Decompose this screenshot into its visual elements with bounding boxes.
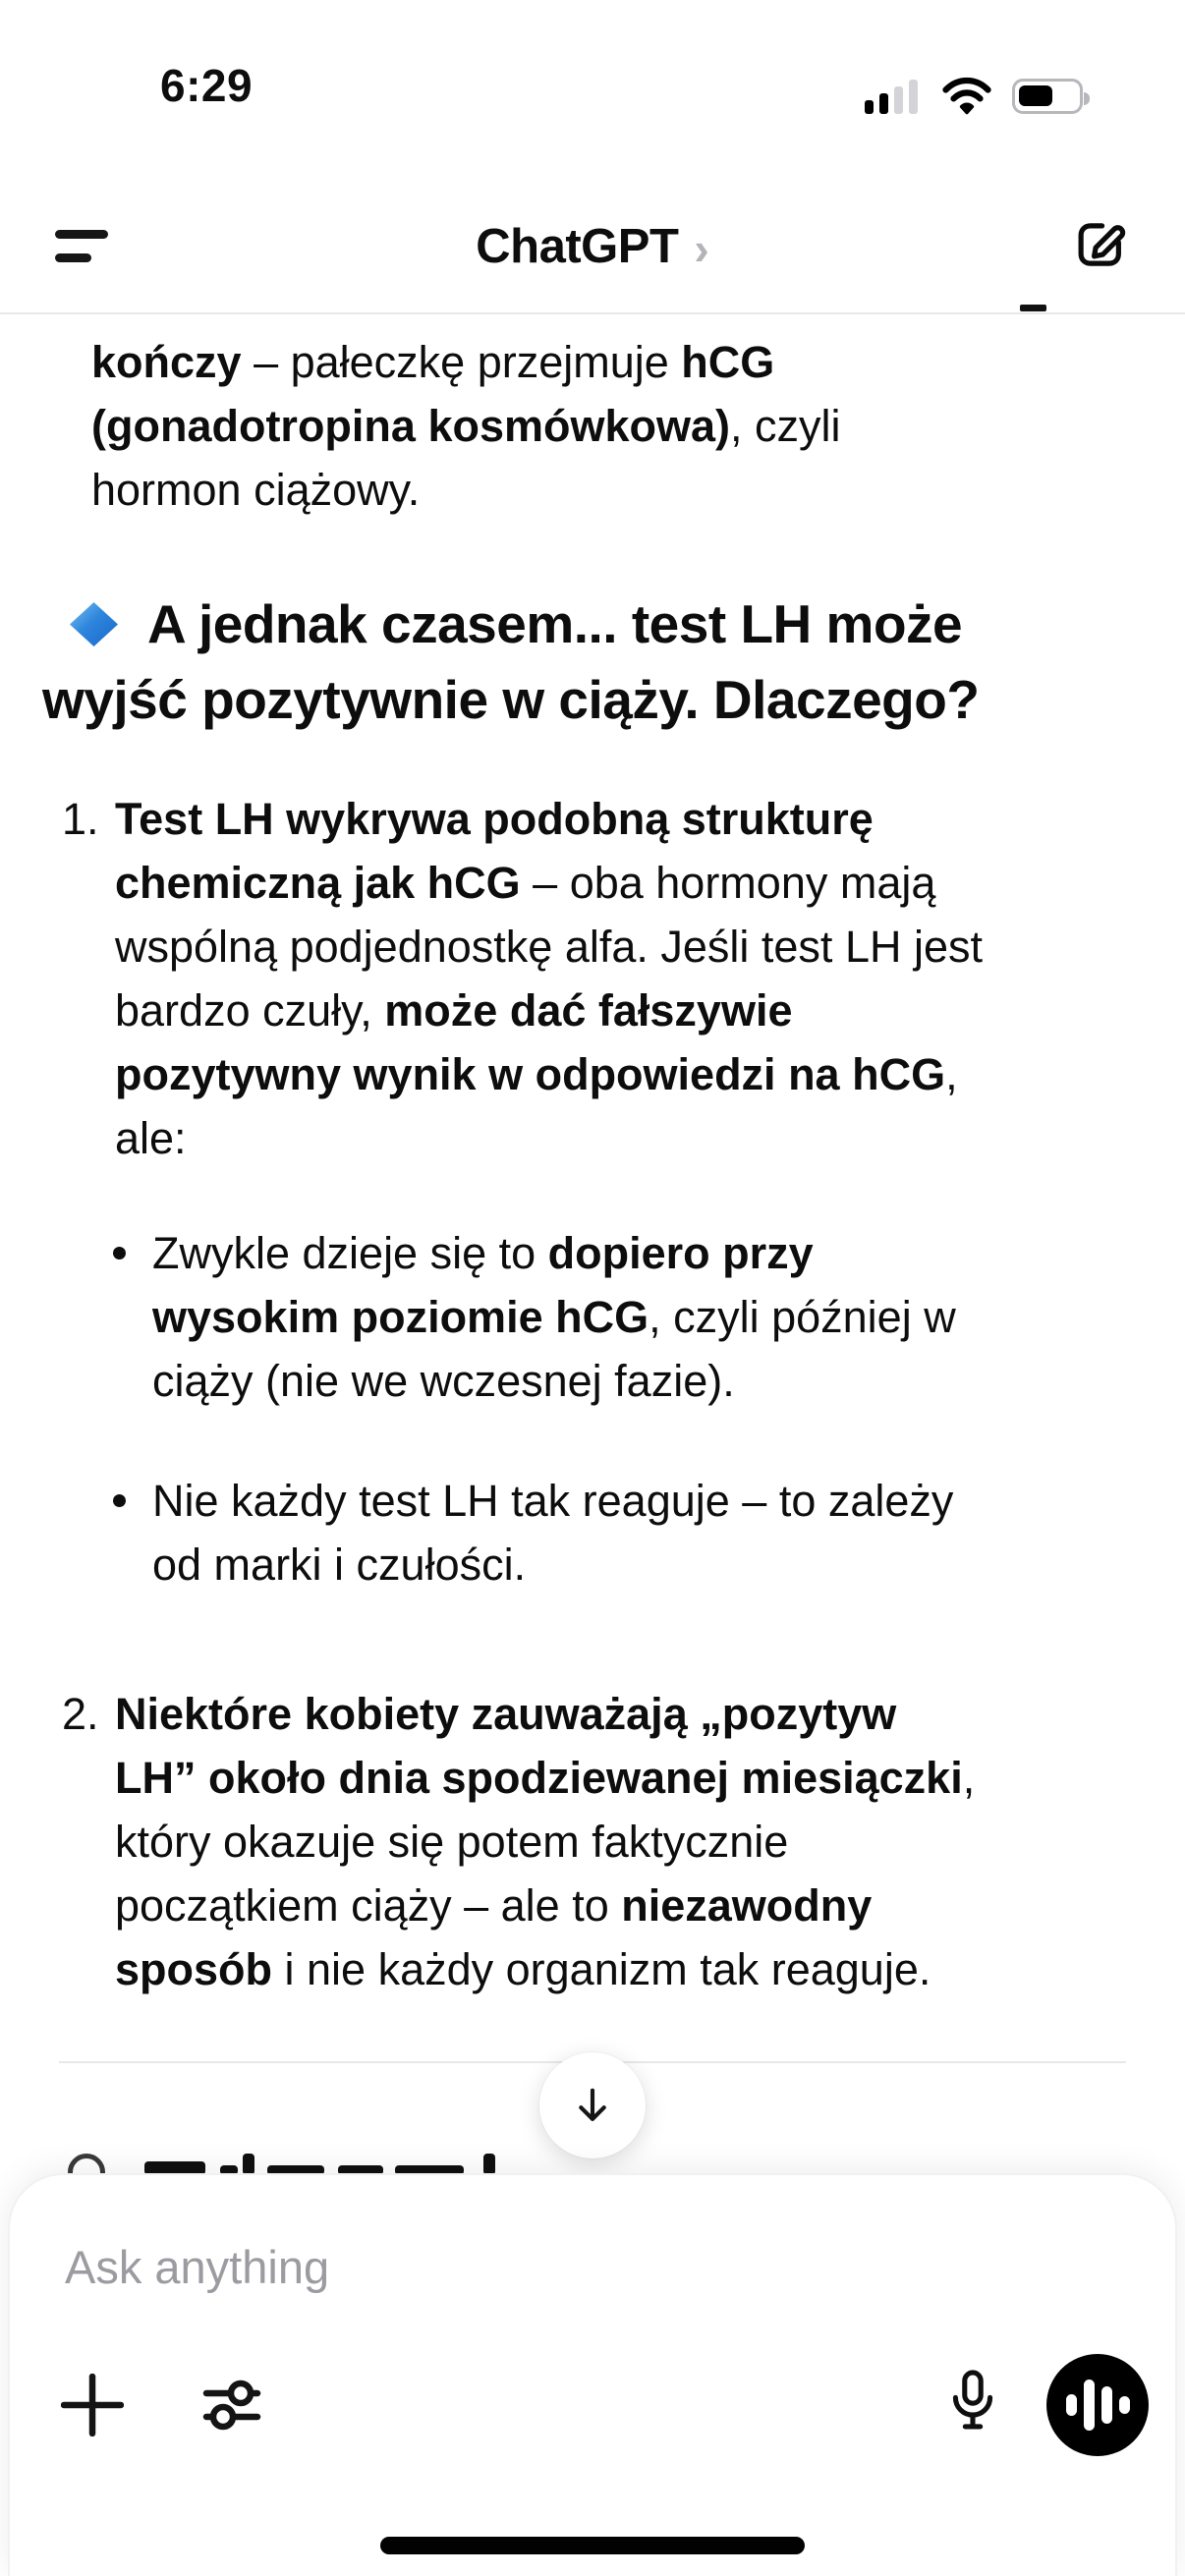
battery-icon bbox=[1012, 79, 1083, 114]
bullet-list bbox=[115, 1221, 1185, 1596]
numbered-list-item bbox=[0, 1682, 1185, 2001]
voice-mode-button[interactable] bbox=[1046, 2354, 1149, 2456]
message-paragraph: kończy – pałeczkę przejmuje hCG (gonadotropina kosmówkowa), czyli hormon ciążowy. bbox=[91, 337, 841, 515]
list-item-text: Test LH wykrywa podobną strukturę chemiczną jak hCG – oba hormony mają wspólną podjednostkę alfa. Jeśli test LH jest bardzo czuły, może dać fałszywie pozytywny wynik w odpowiedzi na hCG, ale: bbox=[115, 794, 983, 1163]
list-number: 1. bbox=[62, 794, 99, 844]
tune-sliders-icon bbox=[200, 2374, 263, 2436]
arrow-down-icon bbox=[567, 2080, 618, 2131]
clipped-text-fragment-top bbox=[1020, 305, 1046, 311]
bullet-dot bbox=[113, 1247, 126, 1260]
clipped-emoji-icon bbox=[68, 2154, 105, 2175]
bullet-item bbox=[115, 1221, 1185, 1413]
list-number: 2. bbox=[62, 1689, 99, 1739]
composer-input[interactable]: Ask anything bbox=[65, 2241, 330, 2293]
heading-line: wyjść pozytywnie w ciąży. Dlaczego? bbox=[42, 669, 980, 730]
attach-plus-button[interactable] bbox=[61, 2374, 124, 2436]
numbered-list-item bbox=[0, 787, 1185, 1596]
cellular-signal-icon bbox=[865, 77, 922, 116]
bullet-text: Zwykle dzieje się to dopiero przy wysokim poziomie hCG, czyli później w ciąży (nie we wczesnej fazie). bbox=[152, 1228, 956, 1406]
bullet-text: Nie każdy test LH tak reaguje – to zależy od marki i czułości. bbox=[152, 1476, 954, 1590]
voice-waveform-icon bbox=[1066, 2380, 1130, 2431]
scroll-to-bottom-button[interactable] bbox=[539, 2052, 646, 2158]
status-time: 6:29 bbox=[160, 60, 254, 111]
dictation-button[interactable] bbox=[939, 2366, 1006, 2442]
app-title: ChatGPT bbox=[476, 220, 679, 273]
blue-diamond-icon bbox=[70, 602, 118, 646]
tools-button[interactable] bbox=[200, 2374, 263, 2436]
new-chat-button[interactable] bbox=[1069, 212, 1130, 277]
compose-icon bbox=[1069, 212, 1130, 277]
message-heading bbox=[42, 587, 1185, 738]
status-icons bbox=[865, 75, 1083, 118]
plus-icon bbox=[61, 2374, 124, 2436]
microphone-icon bbox=[939, 2366, 1006, 2442]
bullet-item bbox=[115, 1469, 1185, 1596]
heading-line: A jednak czasem... test LH może bbox=[147, 593, 963, 654]
bullet-dot bbox=[113, 1494, 126, 1507]
battery-cap bbox=[1084, 92, 1090, 105]
clipped-heading-fragment bbox=[63, 2152, 1146, 2175]
assistant-message bbox=[0, 312, 1185, 2001]
list-item-text: Niektóre kobiety zauważają „pozytyw LH” około dnia spodziewanej miesiączki, który okazuje się potem faktycznie początkiem ciąży – ale to niezawodny sposób i nie każdy organizm tak reaguje. bbox=[115, 1689, 976, 1994]
header bbox=[0, 193, 1185, 312]
battery-fill bbox=[1019, 85, 1052, 106]
chevron-right-icon: › bbox=[694, 223, 709, 274]
status-bar bbox=[0, 0, 1185, 138]
home-indicator[interactable] bbox=[380, 2537, 805, 2554]
wifi-icon bbox=[941, 77, 992, 116]
model-selector[interactable] bbox=[0, 212, 1185, 281]
